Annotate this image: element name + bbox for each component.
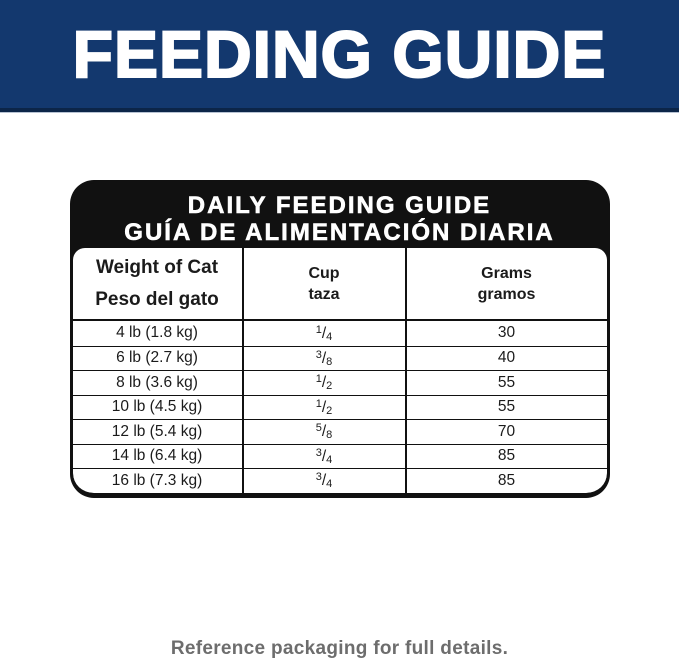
table-title-es: GUÍA DE ALIMENTACIÓN DIARIA <box>124 219 555 246</box>
cup-fraction: $^3/_8$ <box>315 348 333 368</box>
cup-fraction: $^3/_4$ <box>315 446 333 466</box>
reference-note: Reference packaging for full details. <box>170 637 509 659</box>
row-weight: 16 lb (7.3 kg) <box>73 468 242 493</box>
column-header-weight <box>73 248 242 321</box>
cup-fraction: $^3/_4$ <box>315 471 333 491</box>
cup-fraction: $^5/_8$ <box>315 422 333 442</box>
row-cup <box>242 468 405 493</box>
column-header-cup-en: Cup <box>308 264 340 282</box>
column-header-cup-es: taza <box>308 285 340 303</box>
row-cup <box>242 370 405 395</box>
cup-fraction: $^1/_2$ <box>315 373 333 393</box>
row-weight: 10 lb (4.5 kg) <box>73 395 242 420</box>
row-cup <box>242 419 405 444</box>
row-grams: 55 <box>405 370 607 395</box>
column-header-cup <box>242 248 405 321</box>
banner-title: FEEDING GUIDE <box>72 17 607 91</box>
daily-feeding-guide-card <box>70 180 610 498</box>
row-grams: 70 <box>405 419 607 444</box>
table-title-en: DAILY FEEDING GUIDE <box>187 192 492 219</box>
column-header-grams <box>405 248 607 321</box>
feeding-table <box>73 248 607 493</box>
row-cup <box>242 321 405 346</box>
column-header-grams-en: Grams <box>481 264 532 282</box>
row-weight: 4 lb (1.8 kg) <box>116 324 198 342</box>
row-weight: 14 lb (6.4 kg) <box>73 444 242 469</box>
row-cup <box>242 395 405 420</box>
cup-fraction: $^1/_4$ <box>315 323 333 343</box>
row-grams: 85 <box>405 444 607 469</box>
cup-fraction: $^1/_2$ <box>315 397 333 417</box>
row-grams: 40 <box>405 346 607 371</box>
row-weight: 8 lb (3.6 kg) <box>73 370 242 395</box>
row-grams: 55 <box>405 395 607 420</box>
row-cup <box>242 346 405 371</box>
row-weight: 6 lb (2.7 kg) <box>73 346 242 371</box>
column-header-grams-es: gramos <box>477 285 536 303</box>
row-cup <box>242 444 405 469</box>
column-header-weight-es: Peso del gato <box>95 288 219 310</box>
column-header-weight-en: Weight of Cat <box>95 256 219 278</box>
feeding-guide-banner <box>0 0 679 112</box>
row-weight: 12 lb (5.4 kg) <box>73 419 242 444</box>
row-grams: 30 <box>405 321 607 346</box>
row-grams: 85 <box>405 468 607 493</box>
